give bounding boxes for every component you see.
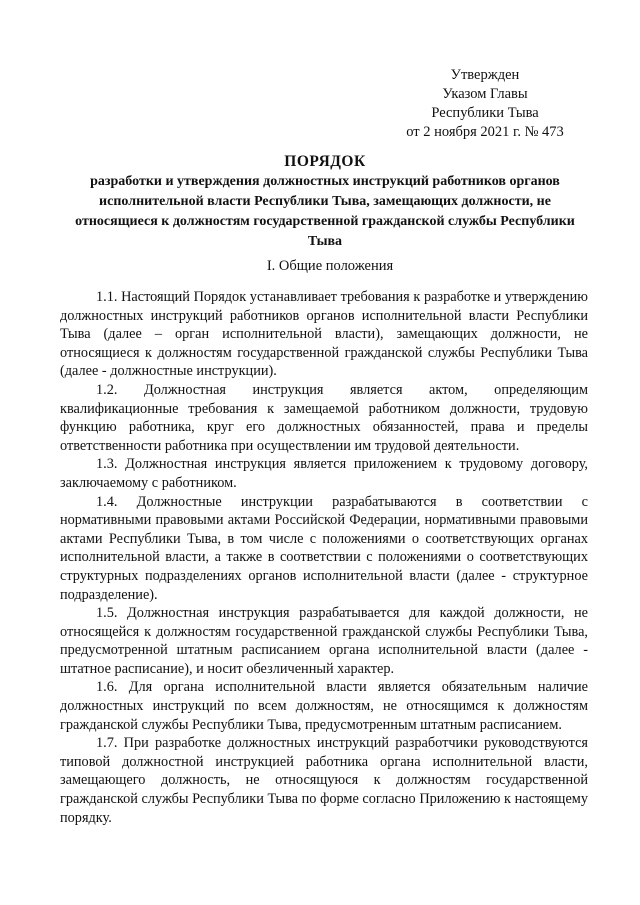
paragraph-1-2: 1.2. Должностная инструкция является актом, определяющим квалификационные требования к замещаемой работником должности, трудовую функцию работника, круг его должностных обязанностей, права и пределы ответственности работника при осуществлении им трудовой деятельности. [60, 381, 588, 454]
paragraph-1-1: 1.1. Настоящий Порядок устанавливает требования к разработке и утверждению должностных инструкций работников органов исполнительной власти Республики Тыва (далее – орган исполнительной власти), замещающих должности, не относящиеся к должностям государственной гражданской службы Республики Тыва (далее - должностные инструкции). [60, 289, 588, 380]
approval-line-date-number: от 2 ноября 2021 г. № 473 [406, 124, 564, 140]
approval-stamp [380, 66, 590, 142]
document-subtitle: разработки и утверждения должностных инструкций работников органов исполнительной власти Республики Тыва, замещающих должности, не относящиеся к должностям государственной гражданской службы Республики Тыва [75, 174, 575, 249]
paragraph-1-4: 1.4. Должностные инструкции разрабатываются в соответствии с нормативными правовыми актами Российской Федерации, нормативными правовыми актами Республики Тыва, в том числе с положениями о соответствующих органах исполнительной власти, а также в соответствии с положениями о соответствующих структурных подразделениях органов исполнительной власти (далее - структурное подразделение). [60, 493, 588, 603]
section-heading: I. Общие положения [266, 258, 394, 274]
approval-line-republic: Республики Тыва [431, 105, 539, 121]
paragraph-1-3: 1.3. Должностная инструкция является приложением к трудовому договору, заключаемому с работником. [60, 456, 588, 491]
paragraph-1-7: 1.7. При разработке должностных инструкций разработчики руководствуются типовой должностной инструкцией работника органа исполнительной власти, замещающего должность, не относящуюся к должностям государственной гражданской службы Республики Тыва по форме согласно Приложению к настоящему порядку. [60, 735, 588, 826]
document-body [60, 288, 588, 827]
document-title: ПОРЯДОК [284, 153, 366, 170]
paragraph-1-5: 1.5. Должностная инструкция разрабатывается для каждой должности, не относящейся к должностям государственной гражданской службы Республики Тыва, предусмотренной штатным расписанием органа исполнительной власти (далее - штатное расписание), и носит обезличенный характер. [60, 605, 588, 677]
approval-line-decree: Указом Главы [442, 86, 528, 102]
paragraph-1-6: 1.6. Для органа исполнительной власти является обязательным наличие должностных инструкций по всем должностям, не относящимся к должностям гражданской службы Республики Тыва, предусмотренным штатным расписанием. [60, 679, 588, 733]
approval-line-approved: Утвержден [450, 67, 520, 83]
document-title-block [60, 152, 590, 252]
